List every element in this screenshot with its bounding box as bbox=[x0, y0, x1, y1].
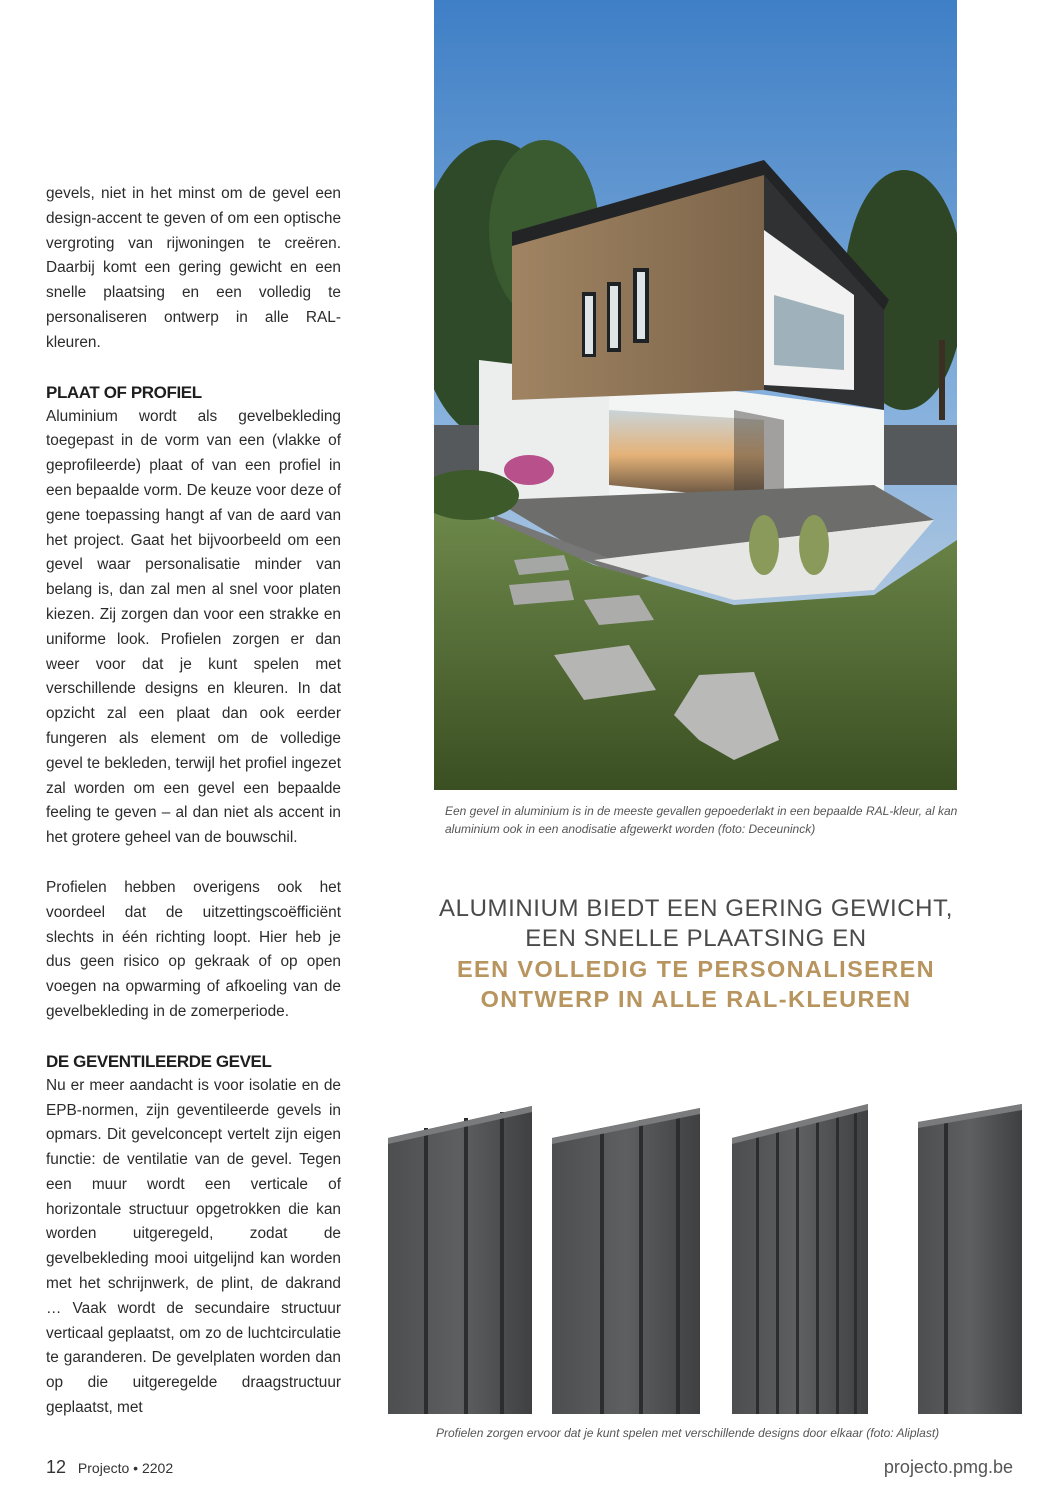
house-photo bbox=[434, 0, 957, 790]
profiles-photo bbox=[384, 1098, 1024, 1416]
pull-quote-line-1: ALUMINIUM BIEDT EEN GERING GEWICHT, bbox=[439, 895, 953, 922]
intro-paragraph: gevels, niet in het minst om de gevel een design-accent te geven of om een optische vergroting van rijwoningen te creëren. Daarbij komt een gering gewicht en een snelle plaatsing en een volledig te personaliseren ontwerp in alle RAL-kleuren. bbox=[46, 185, 341, 351]
website-link[interactable]: projecto.pmg.be bbox=[883, 1457, 1013, 1477]
pull-quote-line-4: ONTWERP IN ALLE RAL-KLEUREN bbox=[480, 986, 912, 1012]
heading-geventileerde-gevel: DE GEVENTILEERDE GEVEL bbox=[46, 1051, 272, 1071]
pull-quote-line-3: EEN VOLLEDIG TE PERSONALISEREN bbox=[456, 956, 936, 982]
footer-left bbox=[46, 1457, 173, 1478]
profiles-caption: Profielen zorgen ervoor dat je kunt spelen met verschillende designs door elkaar (foto: Aliplast) bbox=[436, 1426, 940, 1440]
pull-quote-line-2: EEN SNELLE PLAATSING EN bbox=[525, 925, 867, 952]
page-number: 12 bbox=[46, 1457, 67, 1477]
pull-quote bbox=[408, 894, 984, 1014]
paragraph-geventileerde-gevel: Nu er meer aandacht is voor isolatie en de EPB-normen, zijn geventileerde gevels in opmars. Dit gevelconcept vertelt zijn eigen functie: de ventilatie van de gevel. Tegen een muur wordt een verticale of horizontale structuur opgetrokken die kan worden uitgeregeld, zodat de gevelbekleding mooi uitgelijnd kan worden met het schrijnwerk, de plint, de dakrand … Vaak wordt de secundaire structuur verticaal geplaatst, om zo de luchtcirculatie te garanderen. De gevelplaten worden dan op die uitgeregelde draagstructuur geplaatst, met bbox=[46, 1076, 341, 1417]
paragraph-plaat-of-profiel: Aluminium wordt als gevelbekleding toegepast in de vorm van een (vlakke of geprofileerde) plaat of van een profiel in een bepaalde vorm. De keuze voor deze of gene toepassing hangt af van de aard van het project. Gaat het bijvoorbeeld om een gevel waar personalisatie minder van belang is, dan zal men al snel voor platen kiezen. Zij zorgen dan voor een strakke en uniforme look. Profielen zorgen er dan weer voor dat je kunt spelen met verschillende designs en kleuren. In dat opzicht zal een plaat dan ook eerder fungeren als element om de volledige gevel te bekleden, terwijl het profiel ingezet zal worden om een gevel een bepaalde feeling te geven – al dan niet als accent in het grotere geheel van de bouwschil. bbox=[46, 407, 341, 847]
left-column bbox=[46, 182, 341, 1421]
heading-plaat-of-profiel: PLAAT OF PROFIEL bbox=[46, 382, 202, 402]
photo-caption: Een gevel in aluminium is in de meeste gevallen gepoederlakt in een bepaalde RAL-kleur, al kan aluminium ook in een anodisatie afgewerkt worden (foto: Deceuninck) bbox=[445, 804, 958, 836]
magazine-issue: Projecto • 2202 bbox=[77, 1460, 174, 1476]
paragraph-profielen: Profielen hebben overigens ook het voordeel dat de uitzettingscoëfficiënt slechts in één richting loopt. Hier heb je dus geen risico op gekraak of op open voegen na opwarming of afkoeling van de gevelbekleding in de zomerperiode. bbox=[46, 878, 341, 1020]
